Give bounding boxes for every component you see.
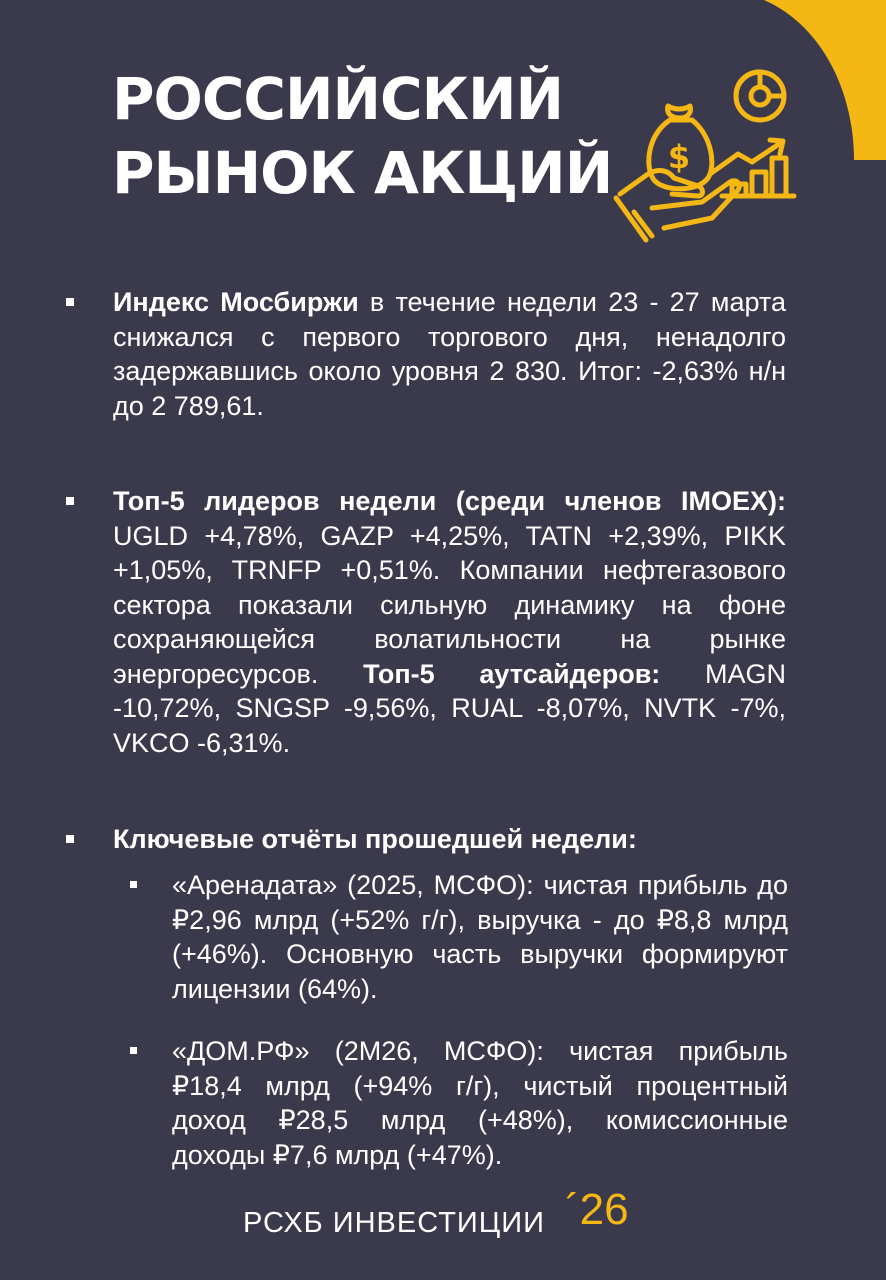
- bullet-marker: [66, 835, 74, 843]
- bullet-top-movers: [66, 484, 786, 760]
- title-line-2: РЫНОК АКЦИЙ: [112, 139, 613, 207]
- bullet-index-summary: [66, 285, 786, 423]
- bullet-marker: [66, 298, 74, 306]
- title-line-1: РОССИЙСКИЙ: [112, 65, 564, 133]
- bullet-marker: [66, 497, 74, 505]
- sub-bullet-text: «ДОМ.РФ» (2М26, МСФО): чистая прибыль ₽18,4 млрд (+94% г/г), чистый процентный доход ₽28,5 млрд (+48%), комиссионные доходы ₽7,6 млрд (+47%).: [172, 1036, 788, 1170]
- sub-bullet-marker: [130, 881, 137, 888]
- bullet-text: [113, 285, 786, 423]
- bold-label: Ключевые отчёты прошедшей недели:: [113, 824, 637, 854]
- sub-bullet-domrf: [130, 1034, 788, 1172]
- money-bag-chart-icon: [612, 62, 808, 248]
- bullet-key-reports: [66, 822, 786, 857]
- footer-brand: РСХБ ИНВЕСТИЦИИ: [243, 1207, 545, 1239]
- bold-label: Топ-5 лидеров недели (среди членов IMOEX):: [113, 486, 786, 516]
- footer-year: ´26: [565, 1185, 629, 1234]
- body-text: MAGN -10,72%, SNGSP -9,56%, RUAL -8,07%, NVTK -7%, VKCO -6,31%.: [113, 658, 786, 758]
- bold-label: Индекс Мосбиржи: [113, 287, 359, 317]
- body-text: UGLD +4,78%, GAZP +4,25%, TATN +2,39%, PIKK +1,05%, TRNFP +0,51%. Компании нефтегазового сектора показали сильную динамику на фоне сохраняющейся волатильности на рынке энергоресурсов.: [113, 520, 786, 689]
- bullet-text: [113, 822, 786, 857]
- svg-text:$: $: [667, 138, 691, 176]
- page-title: [112, 62, 612, 210]
- sub-bullet-text: «Аренадата» (2025, МСФО): чистая прибыль до ₽2,96 млрд (+52% г/г), выручка - до ₽8,8 млрд (+46%). Основную часть выручки формируют лицензии (64%).: [172, 870, 788, 1004]
- sub-bullet-arenadata: [130, 868, 788, 1006]
- bold-label: Топ-5 аутсайдеров:: [363, 658, 661, 689]
- sub-bullet-marker: [130, 1047, 137, 1054]
- body-text: в течение недели 23 - 27 марта снижался с первого торгового дня, ненадолго задержавшись около уровня 2 830. Итог: -2,63% н/н до 2 789,61.: [113, 287, 786, 421]
- bullet-text: [113, 484, 786, 760]
